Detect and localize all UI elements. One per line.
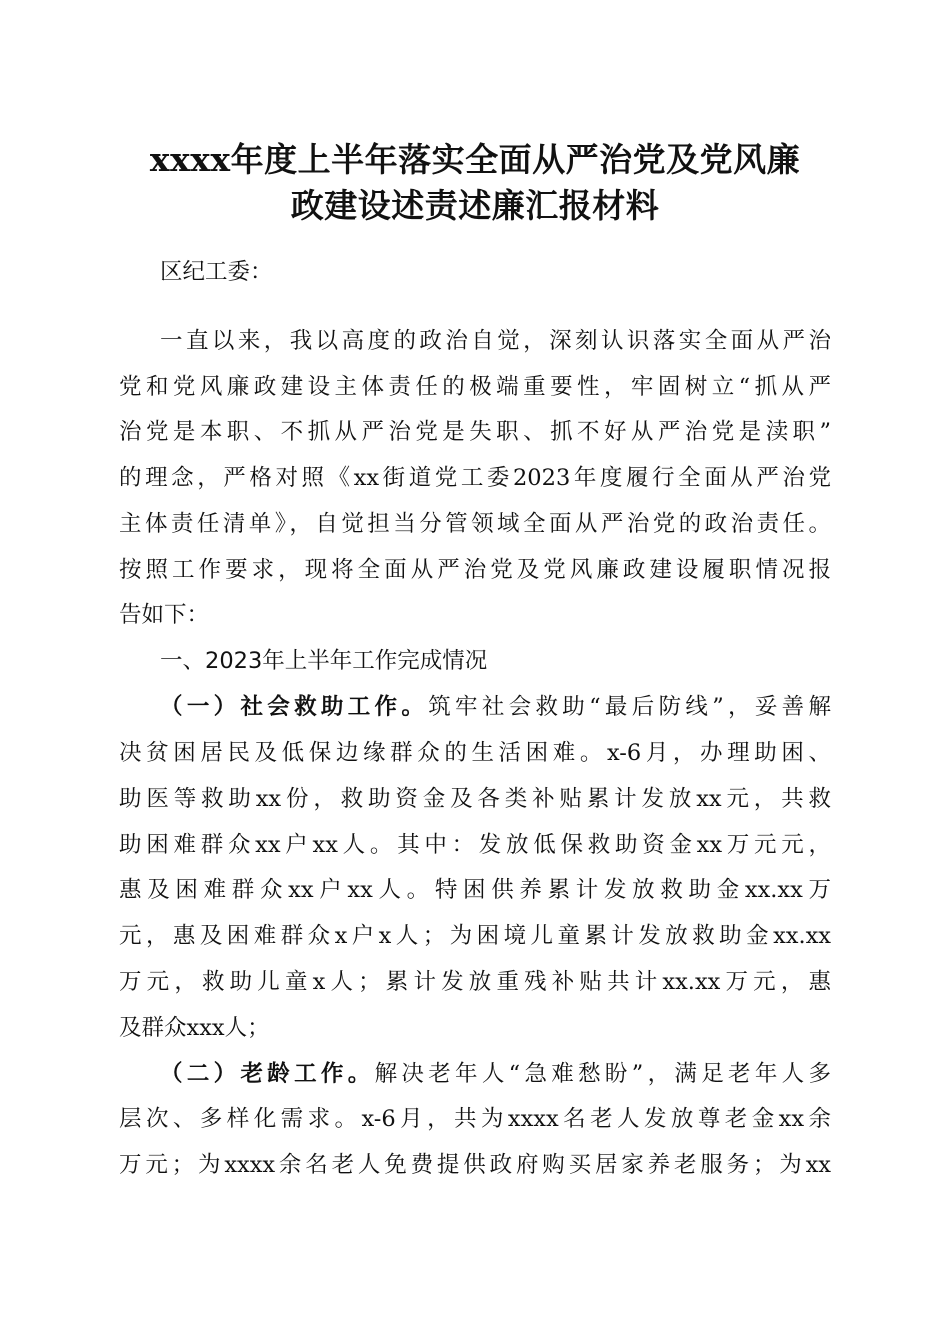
item-1-line: 惠及困难群众xx户xx人。特困供养累计发放救助金xx.xx万 bbox=[119, 877, 831, 903]
section-heading: 一、2023年上半年工作完成情况 bbox=[160, 648, 488, 674]
item-1-first-line-text: 筑牢社会救助“最后防线”，妥善解 bbox=[428, 694, 831, 720]
item-1-line: 决贫困居民及低保边缘群众的生活困难。x-6月，办理助困、 bbox=[119, 740, 831, 766]
salutation: 区纪工委： bbox=[160, 259, 273, 285]
item-2-line: 万元；为xxxx余名老人免费提供政府购买居家养老服务；为xx bbox=[119, 1152, 831, 1178]
intro-line: 一直以来，我以高度的政治自觉，深刻认识落实全面从严治 bbox=[160, 328, 831, 354]
intro-line: 的理念，严格对照《xx街道党工委2023年度履行全面从严治党 bbox=[119, 465, 831, 491]
item-1-line: 助困难群众xx户xx人。其中：发放低保救助资金xx万元元， bbox=[119, 832, 831, 858]
item-1-label: （一）社会救助工作。 bbox=[160, 694, 429, 720]
item-1-line: 万元，救助儿童x人；累计发放重残补贴共计xx.xx万元，惠 bbox=[119, 969, 831, 995]
intro-line: 治党是本职、不抓从严治党是失职、抓不好从严治党是渎职” bbox=[119, 419, 831, 445]
item-2-line: 层次、多样化需求。x-6月，共为xxxx名老人发放尊老金xx余 bbox=[119, 1106, 831, 1132]
intro-line: 主体责任清单》，自觉担当分管领域全面从严治党的政治责任。 bbox=[119, 511, 831, 537]
intro-line: 党和党风廉政建设主体责任的极端重要性，牢固树立“抓从严 bbox=[119, 374, 831, 400]
item-1-line: 元，惠及困难群众x户x人；为困境儿童累计发放救助金xx.xx bbox=[119, 923, 831, 949]
item-1-line: 助医等救助xx份，救助资金及各类补贴累计发放xx元，共救 bbox=[119, 786, 831, 812]
document-title-line-2: 政建设述责述廉汇报材料 bbox=[290, 186, 660, 225]
intro-line: 按照工作要求，现将全面从严治党及党风廉政建设履职情况报 bbox=[119, 557, 831, 583]
item-1-first-line bbox=[160, 692, 831, 722]
item-1-line: 及群众xxx人； bbox=[119, 1015, 270, 1041]
intro-line: 告如下： bbox=[119, 602, 210, 628]
item-2-first-line bbox=[160, 1059, 831, 1089]
document-title-line-1: xxxx年度上半年落实全面从严治党及党风廉 bbox=[149, 140, 801, 179]
item-2-first-line-text: 解决老年人“急难愁盼”，满足老年人多 bbox=[374, 1061, 831, 1087]
item-2-label: （二）老龄工作。 bbox=[160, 1061, 375, 1087]
